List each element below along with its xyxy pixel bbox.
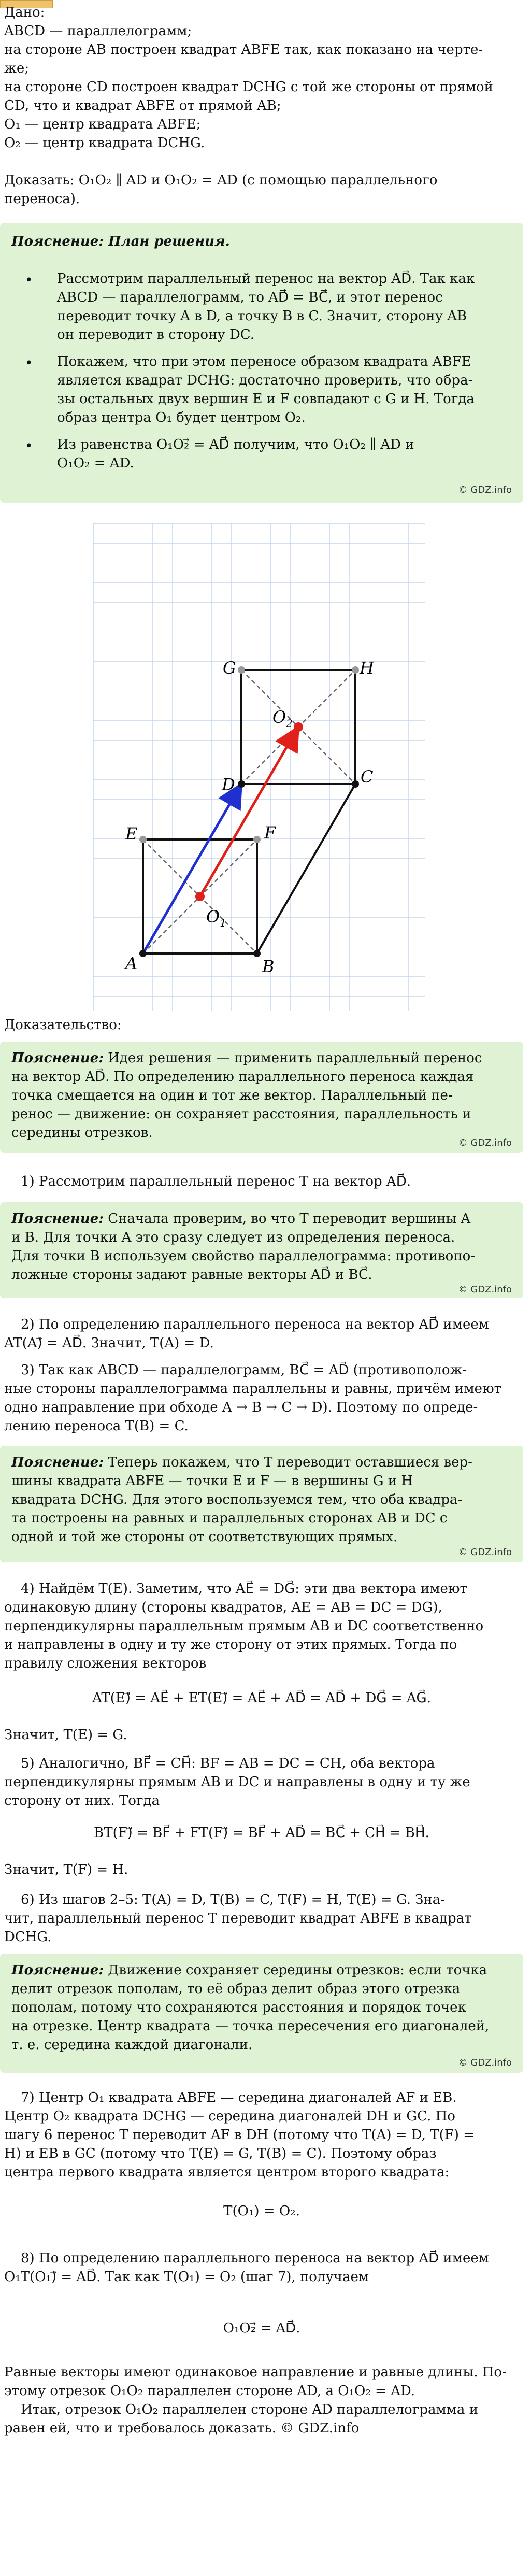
note2-l2: шины квадрата ABFE — точки E и F — в вершины G и H (11, 1473, 413, 1489)
plan-b3-l2: O₁O₂ = AD. (57, 456, 134, 471)
note1-text (11, 1209, 509, 1284)
final-l3: Итак, отрезок O₁O₂ параллелен стороне AD параллелограмма и (21, 2402, 479, 2417)
point-a (139, 950, 147, 957)
step6-l1: 6) Из шагов 2–5: T(A) = D, T(B) = C, T(F) = H, T(E) = G. Зна- (21, 1892, 446, 1908)
idea-box (0, 1042, 523, 1153)
point-e (139, 836, 147, 843)
step3-l4: лению переноса T(B) = C. (4, 1418, 189, 1434)
equation-7: T(O₁) = O₂. (223, 2203, 300, 2219)
given-line-9: переноса). (4, 191, 80, 207)
idea-l4: ренос — движение: он сохраняет расстояния, параллельность и (11, 1106, 471, 1122)
step7-l4: H) и EB в GC (потому что T(E) = G, T(B) = C). Поэтому образ (4, 2146, 437, 2161)
plan-b2-l4: образ центра O₁ будет центром O₂. (57, 410, 306, 425)
step4-l3: перпендикулярны параллельным прямым AB и DC соответственно (4, 1618, 484, 1634)
step3-l1: 3) Так как ABCD — параллелограмм, BC⃗ = AD⃗ (противополож- (21, 1362, 467, 1378)
step3-l2: ные стороны параллелограмма параллельны и равны, причём имеют (4, 1381, 502, 1397)
label-h: H (360, 658, 374, 678)
idea-l1: Идея решения — применить параллельный перенос (103, 1050, 482, 1066)
plan-b1-l1: Рассмотрим параллельный перенос на вектор AD⃗. Так как (57, 271, 475, 287)
step-3 (4, 1361, 522, 1435)
label-b: B (262, 957, 275, 976)
point-h (352, 666, 359, 674)
given-line-1: ABCD — параллелограмм; (4, 23, 192, 39)
step7-l2: Центр O₂ квадрата DCHG — середина диагоналей DH и GC. По (4, 2109, 455, 2124)
step6-l2: чит, параллельный перенос T переводит квадрат ABFE в квадрат (4, 1911, 472, 1926)
step-1: 1) Рассмотрим параллельный перенос T на вектор AD⃗. (21, 1174, 411, 1189)
equation-5: BT(F)⃗ = BF⃗ + FT(F)⃗ = BF⃗ + AD⃗ = BC⃗ + CH⃗ = BH⃗. (94, 1825, 429, 1841)
bullet-icon: • (25, 438, 33, 454)
step8-l1: 8) По определению параллельного переноса на вектор AD⃗ имеем (21, 2251, 489, 2266)
step-5 (4, 1754, 522, 1810)
note3-l1: Движение сохраняет середины отрезков: если точка (103, 1962, 487, 1978)
idea-title: Пояснение: (11, 1050, 104, 1066)
final-l1: Равные векторы имеют одинаковое направление и равные длины. По- (4, 2365, 507, 2380)
equation-4: AT(E)⃗ = AE⃗ + ET(E)⃗ = AE⃗ + AD⃗ = AD⃗ + DG⃗ = AG⃗. (92, 1690, 431, 1706)
given-line-6: O₁ — центр квадрата ABFE; (4, 117, 201, 132)
final-l2: этому отрезок O₁O₂ параллелен стороне AD, а O₁O₂ = AD. (4, 2383, 415, 2399)
step7-l3: шагу 6 перенос T переводит AF в DH (потому что T(A) = D, T(F) = (4, 2127, 475, 2143)
point-o1 (195, 892, 205, 901)
label-c: C (361, 767, 374, 787)
plan-bullet-1 (57, 269, 513, 344)
step-4 (4, 1579, 522, 1673)
note1-title: Пояснение: (11, 1211, 104, 1227)
idea-l5: середины отрезков. (11, 1125, 153, 1141)
label-g: G (223, 658, 236, 678)
result-4: Значит, T(E) = G. (4, 1727, 127, 1743)
point-f (253, 836, 261, 843)
note2-text (11, 1453, 509, 1546)
note1-l3: Для точки B используем свойство параллелограмма: противопо- (11, 1248, 476, 1264)
step3-l3: одно направление при обходе A → B → C → D). Поэтому по опреде- (4, 1400, 478, 1415)
label-e: E (125, 824, 138, 844)
note3-l4: на отрезке. Центр квадрата — точка пересечения его диагоналей, (11, 2018, 490, 2034)
idea-text (11, 1049, 509, 1142)
note2-l5: одной и той же стороны от соответствующих прямых. (11, 1529, 398, 1545)
step5-l1: 5) Аналогично, BF⃗ = CH⃗: BF = AB = DC = CH, оба вектора (21, 1756, 435, 1771)
plan-b2-l2: является квадрат DCHG: достаточно проверить, что обра- (57, 373, 473, 388)
note3-l3: пополам, потому что сохраняются расстояния и порядок точек (11, 2000, 466, 2015)
step-7 (4, 2088, 522, 2182)
point-g (238, 666, 245, 674)
point-b (253, 950, 261, 957)
plan-b1-l3: переводит точку A в D, а точку B в C. Значит, сторону AB (57, 308, 467, 324)
gdz-watermark: © GDZ.info (458, 1137, 512, 1148)
proof-heading: Доказательство: (4, 1017, 122, 1033)
label-o2: $O_2$ (272, 707, 293, 730)
result-5: Значит, T(F) = H. (4, 1862, 128, 1877)
gdz-watermark: © GDZ.info (458, 1284, 512, 1295)
plan-b3-l1: Из равенства O₁O₂⃗ = AD⃗ получим, что O₁O₂ ∥ AD и (57, 437, 414, 452)
note2-title: Пояснение: (11, 1455, 104, 1470)
geometry-figure (93, 523, 425, 1011)
given-line-3: же; (4, 61, 30, 76)
final-conclusion (4, 2363, 522, 2438)
note1-l2: и B. Для точки A это сразу следует из определения переноса. (11, 1230, 455, 1245)
label-d: D (222, 775, 235, 794)
step5-l2: перпендикулярны прямым AB и DC и направлены в одну и ту же (4, 1774, 470, 1790)
final-l4: равен ей, что и требовалось доказать. © GDZ.info (4, 2421, 360, 2436)
gdz-watermark: © GDZ.info (458, 1547, 512, 1558)
step-8 (4, 2249, 522, 2286)
note2-l4: та построены на равных и параллельных сторонах AB и DC с (11, 1511, 448, 1526)
step-6 (4, 1890, 522, 1946)
idea-l2: на вектор AD⃗. По определению параллельного переноса каждая (11, 1069, 474, 1085)
plan-b2-l3: зы остальных двух вершин E и F совпадают с G и H. Тогда (57, 391, 475, 407)
step7-l1: 7) Центр O₁ квадрата ABFE — середина диагоналей AF и EB. (21, 2090, 457, 2105)
gdz-watermark: © GDZ.info (458, 485, 512, 495)
step8-l2: O₁T(O₁)⃗ = AD⃗. Так как T(O₁) = O₂ (шаг 7), получаем (4, 2269, 369, 2285)
point-c (352, 780, 359, 788)
given-line-7: O₂ — центр квадрата DCHG. (4, 135, 205, 151)
given-line-5: CD, что и квадрат ABFE от прямой AB; (4, 98, 281, 113)
plan-box (0, 223, 523, 503)
bullet-icon: • (25, 355, 33, 371)
label-f: F (264, 823, 276, 843)
point-d (238, 780, 245, 788)
bullet-icon: • (25, 273, 33, 288)
note2-l3: квадрата DCHG. Для этого воспользуемся тем, что оба квадра- (11, 1492, 463, 1507)
plan-b2-l1: Покажем, что при этом переносе образом квадрата ABFE (57, 354, 471, 369)
given-heading: Дано: (4, 5, 45, 20)
note3-l5: т. е. середина каждой диагонали. (11, 2037, 253, 2053)
note2-box (0, 1446, 523, 1562)
step2-l1: 2) По определению параллельного переноса на вектор AD⃗ имеем (21, 1317, 489, 1332)
note3-box (0, 1954, 523, 2073)
given-line-4: на стороне CD построен квадрат DCHG с той же стороны от прямой (4, 79, 493, 95)
note3-l2: делит отрезок пополам, то её образ делит образ этого отрезка (11, 1981, 461, 1997)
given-line-8: Доказать: O₁O₂ ∥ AD и O₁O₂ = AD (с помощью параллельного (4, 173, 438, 188)
plan-bullet-2 (57, 352, 513, 427)
plan-bullet-3 (57, 435, 513, 473)
plan-b1-l4: он переводит в сторону DC. (57, 327, 255, 343)
step4-l1: 4) Найдём T(E). Заметим, что AE⃗ = DG⃗: эти два вектора имеют (21, 1581, 467, 1597)
step4-l2: одинаковую длину (стороны квадратов, AE = AB = DC = DG), (4, 1600, 442, 1615)
note2-l1: Теперь покажем, что T переводит оставшиеся вер- (103, 1455, 472, 1470)
idea-l3: точка смещается на один и тот же вектор. Параллельный пе- (11, 1088, 453, 1103)
note1-l4: ложные стороны задают равные векторы AD⃗ и BC⃗. (11, 1267, 372, 1283)
step4-l4: и направлены в одну и ту же сторону от этих прямых. Тогда по (4, 1637, 457, 1653)
note1-l1: Сначала проверим, во что T переводит вершины A (103, 1211, 471, 1227)
equation-8: O₁O₂⃗ = AD⃗. (223, 2321, 300, 2336)
label-a: A (125, 953, 138, 973)
step2-l2: AT(A)⃗ = AD⃗. Значит, T(A) = D. (4, 1335, 214, 1351)
step7-l5: центра первого квадрата является центром второго квадрата: (4, 2165, 450, 2180)
step-2 (4, 1315, 522, 1353)
note3-text (11, 1961, 509, 2054)
note1-box (0, 1202, 523, 1298)
given-line-2: на стороне AB построен квадрат ABFE так, как показано на черте- (4, 42, 483, 58)
note3-title: Пояснение: (11, 1962, 104, 1978)
step5-l3: сторону от них. Тогда (4, 1793, 160, 1809)
gdz-watermark: © GDZ.info (458, 2057, 512, 2068)
plan-title: Пояснение: План решения. (11, 234, 230, 249)
step4-l5: правилу сложения векторов (4, 1656, 207, 1671)
plan-b1-l2: ABCD — параллелограмм, то AD⃗ = BC⃗, и этот перенос (57, 290, 443, 305)
step6-l3: DCHG. (4, 1929, 52, 1945)
label-o1: $O_1$ (206, 907, 226, 929)
point-o2 (294, 722, 303, 732)
